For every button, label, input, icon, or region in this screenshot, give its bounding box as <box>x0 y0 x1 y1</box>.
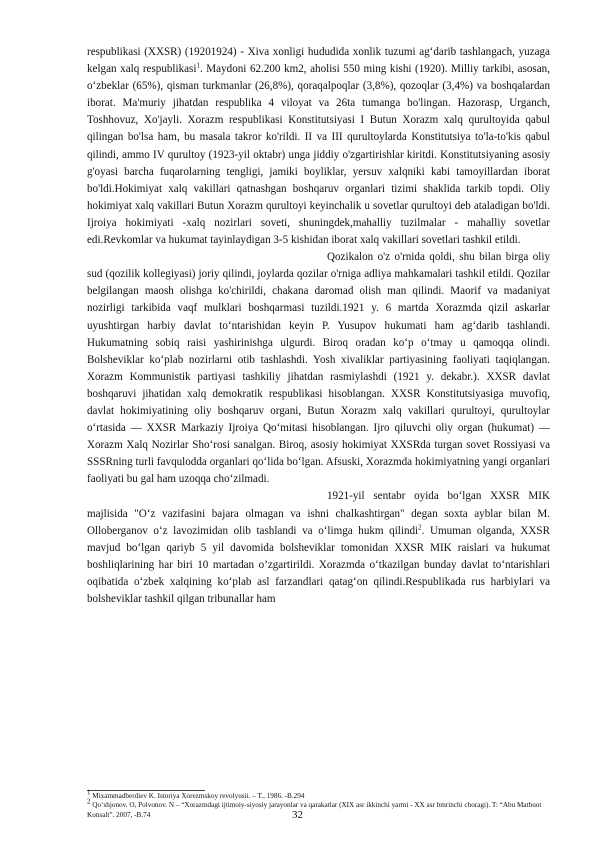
paragraph-1-rest: . Maydoni 62.200 km2, aholisi 550 ming kishi (1920). Milliy tarkibi, asosan, o‘zbeklar (65%), qisman turkmanlar (26,8%), qoraqalpoqlar (3,8%), qozoqlar (3,4%) va boshqalardan iborat. Ma'muriy jihatdan respublika 4 viloyat va 26ta tumanga bo'lingan. Hazorasp, Urganch, Toshhovuz, Xo'jayli. Xorazm respublikasi Konstitutsiyasi I Butun Xorazm xalq qurultoyida qabul qilingan bo'lsa ham, bu masala takror ko'rildi. II va III qurultoylarda Konstitutsiya to'la-to'kis qabul qilindi, ammo IV qurultoy (1923-yil oktabr) unga jiddiy o'zgartirishlar kiritdi. Konstitutsiyaning asosiy g'oyasi barcha fuqarolarning tengligi, jamiki boyliklar, yersuv xalqniki kabi tamoyillardan iborat bo'ldi.Hokimiyat xalq vakillari qatnashgan boshqaruv organlari tizimi shaklida tarkib topdi. Oliy hokimiyat xalq vakillari Butun Xorazm qurultoyi keyinchalik u sovetlar qurultoyi deb ataladigan bo'ldi. Ijroiya hokimiyati -xalq nozirlari soveti, shuningdek,mahalliy tuzilmalar - mahalliy sovetlar edi.Revkomlar va hukumat tayinlaydigan 3-5 kishidan iborat xalq vakillari sovetlari tashkil etildi. <box>87 63 550 247</box>
footnote-1-text: Mixammadberdiev K. Istoriya Xorezmskoy revolyusii. – T., 1986. -B.294 <box>90 792 305 800</box>
paragraph-1 <box>87 44 550 249</box>
footnote-1 <box>87 788 557 801</box>
footnote-ref-2[interactable]: 2 <box>418 522 422 531</box>
paragraph-3-rest: . Umuman olganda, XXSR mavjud bo‘lgan qariyb 5 yil davomida bolsheviklar tomonidan XXSR MIK raislari va hukumat boshliqlarining har biri 10 martadan o’zgartirildi. Xorazmda o‘tkazilgan bunday davlat to‘ntarishlari oqibatida o‘zbek xalqining ko‘plab asl farzandlari qatag‘on qilindi.Respublikada rus harbiylari va bolsheviklar tashkil qilgan tribunallar ham <box>87 524 550 605</box>
paragraph-1-text: respublikasi (XXSR) (19201924) - Xiva xonligi hududida xonlik tuzumi ag‘darib tashlangach, yuzaga kelgan xalq respublikasi <box>87 46 550 76</box>
paragraph-2: Qozikalon o'z o'rnida qoldi, shu bilan birga oliy sud (qozilik kollegiyasi) joriy qilindi, joylarda qozilar o'rniga adliya mahkamalari tashkil etildi. Qozilar belgilangan maosh olishga ko'chirildi, chakana daromad olish man qilindi. Maorif va madaniyat nozirligi tarkibida vaqf mulklari boshqarmasi tuzildi.1921 y. 6 martda Xorazmda qizil askarlar uyushtirgan harbiy davlat to‘ntarishidan keyin P. Yusupov hukumati ham ag‘darib tashlandi. Hukumatning sobiq raisi yashirinishga ulgurdi. Biroq oradan ko‘p o‘tmay u qamoqqa olindi. Bolsheviklar ko‘plab nozirlarni otib tashlashdi. Yosh xivaliklar partiyasining faoliyati taqiqlangan. Xorazm Kommunistik partiyasi tashkiliy jihatdan rasmiylashdi (1921 y. dekabr.). XXSR davlat boshqaruvi jihatidan xalq demokratik respublikasi hisoblangan. XXSR Konstitutsiyasiga muvofiq, davlat hokimiyatining oliy boshqaruv organi, Butun Xorazm xalq vakillari qurultoyi, qurultoylar o‘rtasida — XXSR Markaziy Ijroiya Qo‘mitasi hisoblangan. Ijro qiluvchi oliy organ (hukumat) — Xorazm Xalq Nozirlar Sho‘rosi sanalgan. Biroq, asosiy hokimiyat XXSRda turgan sovet Rossiyasi va SSSRning turli favqulodda organlari qo‘lida bo‘lgan. Afsuski, Xorazmda hokimiyatning yangi organlari faoliyati bu gal ham uzoqqa cho‘zilmadi. <box>87 251 550 486</box>
page-body <box>87 44 550 608</box>
footnote-1-number: 1 <box>87 788 91 797</box>
footnote-ref-1[interactable]: 1 <box>196 61 200 70</box>
footnote-2-number: 2 <box>87 797 91 806</box>
page-number: 32 <box>292 809 303 821</box>
paragraph-3 <box>87 488 550 608</box>
paragraph-3-text: 1921-yil sentabr oyida bo‘lgan XXSR MIK majlisida "O‘z vazifasini bajara olmagan va ishni chalkashtirgan" degan soxta ayblar bilan M. Olloberganov o‘z lavozimidan olib tashlandi va o‘limga hukm qilindi <box>87 490 550 537</box>
footnote-2-text: Qo‘shjonov. O, Polvonov. N – “Xorazmdagi ijtimoiy-siyosiy jarayonlar va qarakatlar (XIX asr ikkinchi yarmi - XX asr bmrinchi choragi). T: “Abu Matbuot Konsalt”. 2007, -B.74 <box>87 801 542 819</box>
footnote-separator <box>87 790 205 791</box>
